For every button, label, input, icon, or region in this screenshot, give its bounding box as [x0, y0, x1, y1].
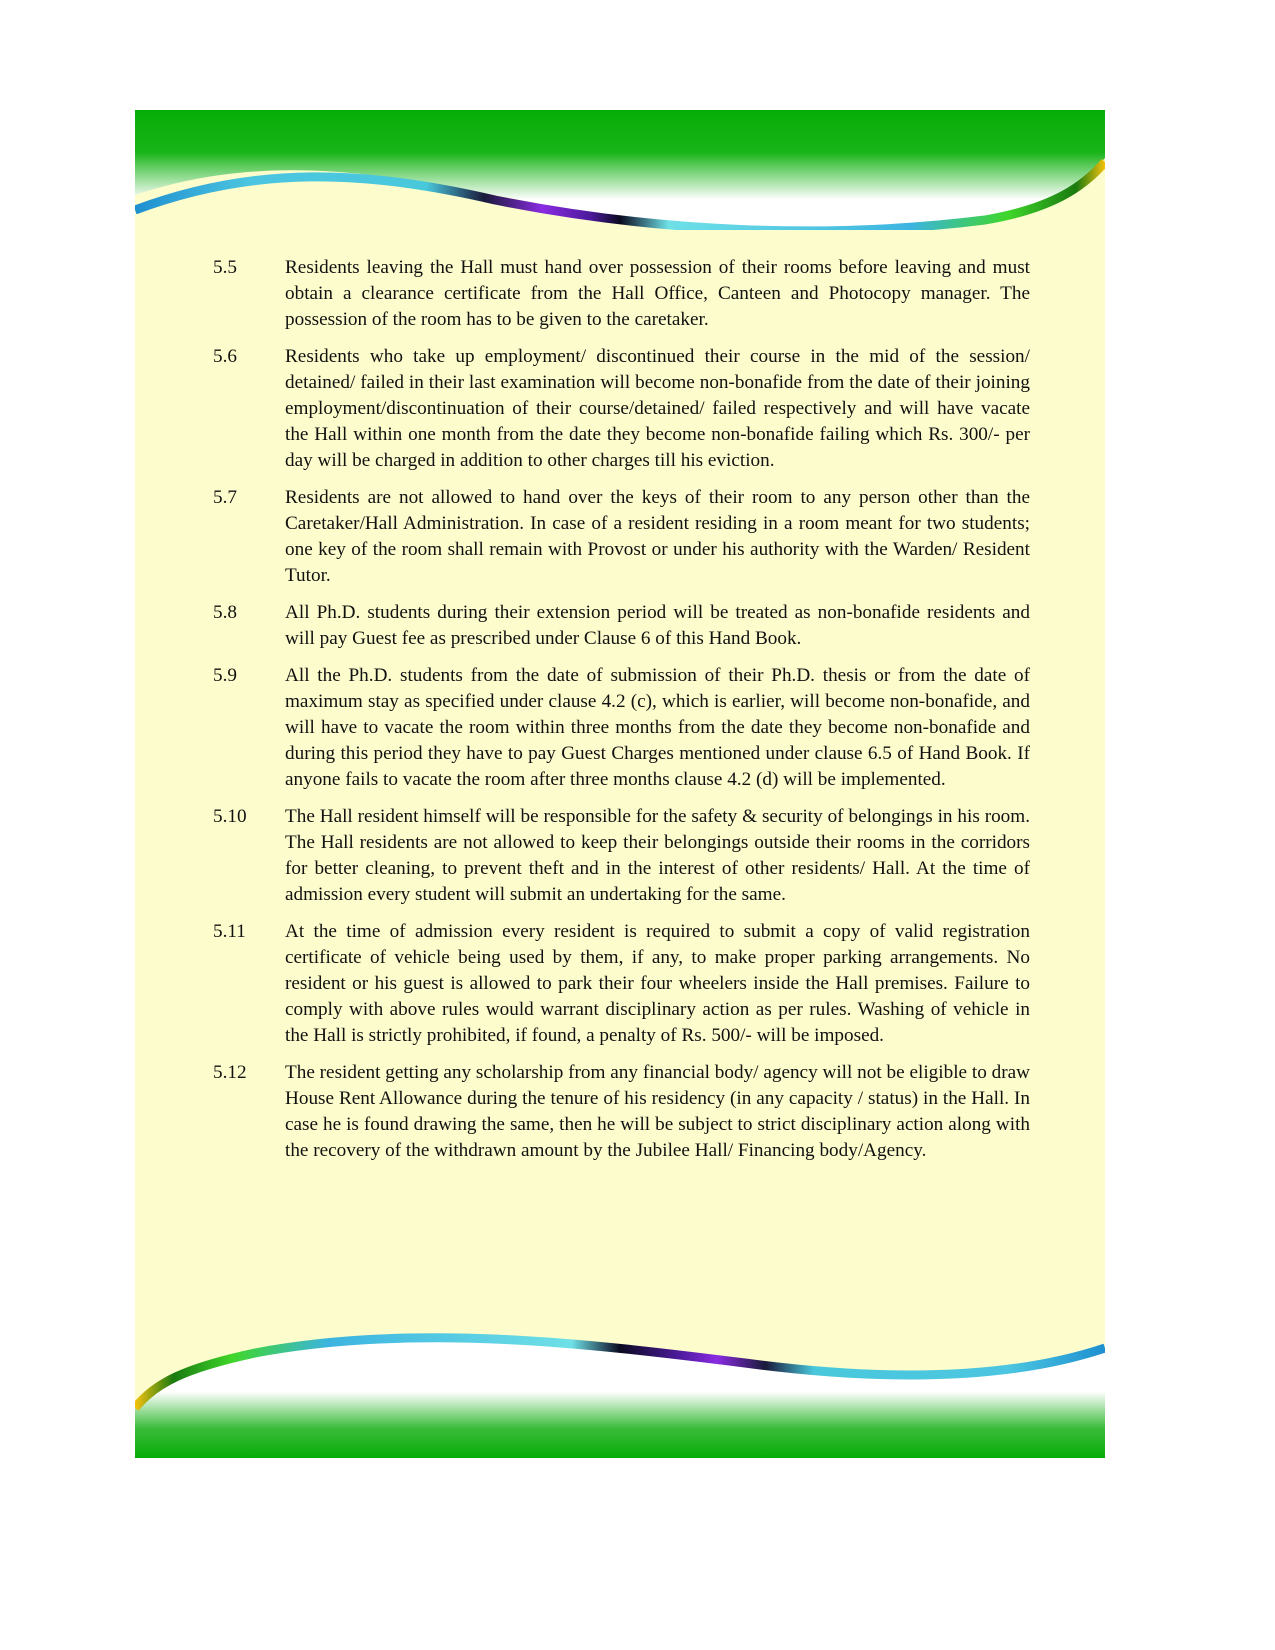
clause-text: All Ph.D. students during their extension period will be treated as non-bonafide residents and will pay Guest fee as prescribed under Clause 6 of this Hand Book.	[285, 602, 1030, 649]
clause-number: 5.9	[213, 665, 237, 686]
clause-5-8	[213, 600, 1030, 652]
clause-5-11	[213, 919, 1030, 1049]
header-wave-banner	[135, 110, 1105, 230]
clause-5-7	[213, 485, 1030, 589]
clause-number: 5.12	[213, 1062, 247, 1083]
clause-text: Residents leaving the Hall must hand over possession of their rooms before leaving and must obtain a clearance certificate from the Hall Office, Canteen and Photocopy manager. The possession of the room has to be given to the caretaker.	[285, 257, 1030, 330]
footer-wave-banner	[135, 1328, 1105, 1458]
clause-list	[213, 255, 1030, 1175]
clause-text: The Hall resident himself will be responsible for the safety & security of belongings in his room. The Hall residents are not allowed to keep their belongings outside their rooms in the corridors for better cleaning, to prevent theft and in the interest of other residents/ Hall. At the time of admission every student will submit an undertaking for the same.	[285, 806, 1030, 905]
clause-5-5	[213, 255, 1030, 333]
document-page	[135, 110, 1105, 1458]
clause-5-10	[213, 804, 1030, 908]
clause-number: 5.10	[213, 806, 247, 827]
clause-text: Residents who take up employment/ discontinued their course in the mid of the session/ detained/ failed in their last examination will become non-bonafide from the date of their joining employment/discontinuation of their course/detained/ failed respectively and will have vacate the Hall within one month from the date they become non-bonafide failing which Rs. 300/- per day will be charged in addition to other charges till his eviction.	[285, 346, 1030, 471]
clause-number: 5.8	[213, 602, 237, 623]
clause-5-9	[213, 663, 1030, 793]
clause-5-12	[213, 1060, 1030, 1164]
clause-text: Residents are not allowed to hand over the keys of their room to any person other than the Caretaker/Hall Administration. In case of a resident residing in a room meant for two students; one key of the room shall remain with Provost or under his authority with the Warden/ Resident Tutor.	[285, 487, 1030, 586]
clause-text: All the Ph.D. students from the date of submission of their Ph.D. thesis or from the date of maximum stay as specified under clause 4.2 (c), which is earlier, will become non-bonafide, and will have to vacate the room within three months from the date they become non-bonafide and during this period they have to pay Guest Charges mentioned under clause 6.5 of Hand Book. If anyone fails to vacate the room after three months clause 4.2 (d) will be implemented.	[285, 665, 1030, 790]
clause-number: 5.6	[213, 346, 237, 367]
clause-5-6	[213, 344, 1030, 474]
clause-number: 5.7	[213, 487, 237, 508]
clause-text: At the time of admission every resident is required to submit a copy of valid registration certificate of vehicle being used by them, if any, to make proper parking arrangements. No resident or his guest is allowed to park their four wheelers inside the Hall premises. Failure to comply with above rules would warrant disciplinary action as per rules. Washing of vehicle in the Hall is strictly prohibited, if found, a penalty of Rs. 500/- will be imposed.	[285, 921, 1030, 1046]
clause-number: 5.11	[213, 921, 246, 942]
clause-number: 5.5	[213, 257, 237, 278]
clause-text: The resident getting any scholarship from any financial body/ agency will not be eligible to draw House Rent Allowance during the tenure of his residency (in any capacity / status) in the Hall. In case he is found drawing the same, then he will be subject to strict disciplinary action along with the recovery of the withdrawn amount by the Jubilee Hall/ Financing body/Agency.	[285, 1062, 1030, 1161]
